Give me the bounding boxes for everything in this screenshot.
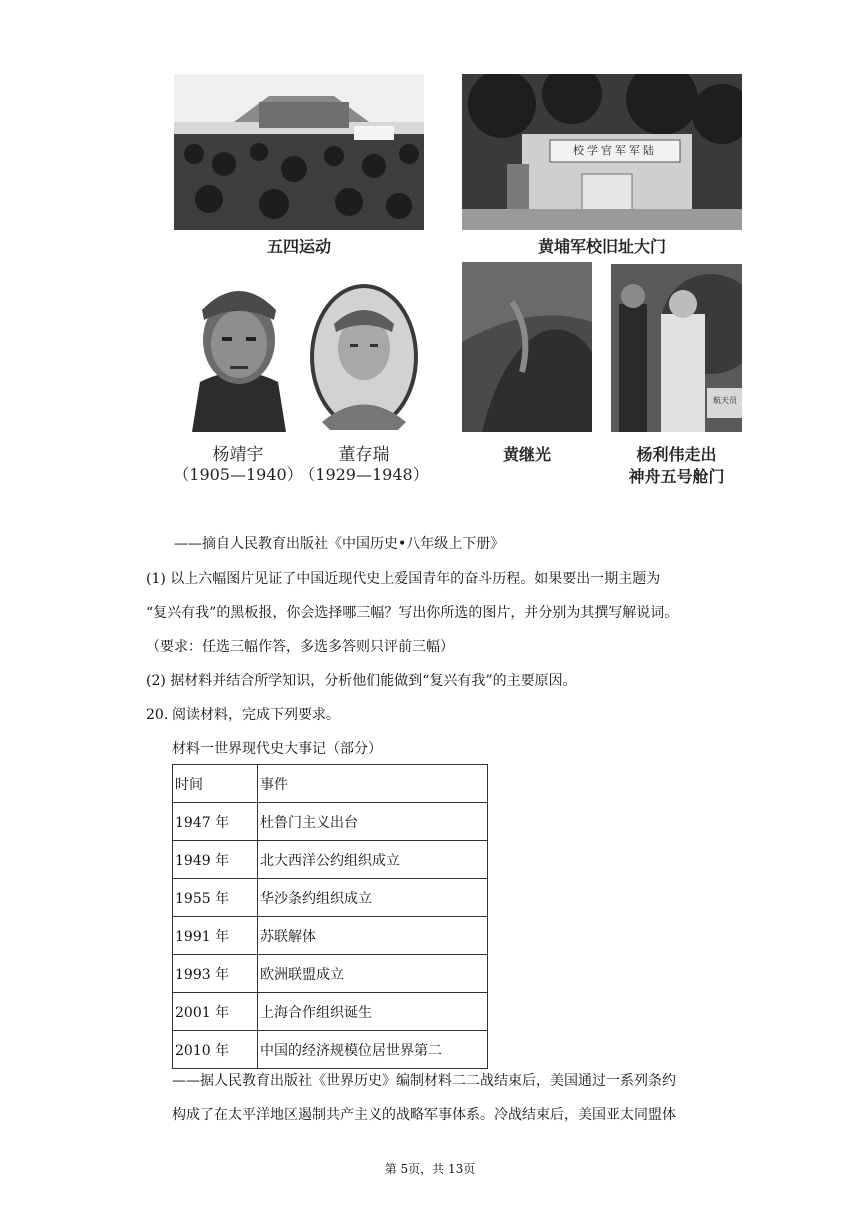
table-row — [173, 803, 488, 841]
portrait-years-dong-cunrui: （1929—1948） — [299, 465, 429, 484]
table-header-cell: 时间 — [173, 765, 258, 803]
table-cell-year: 1955 年 — [173, 879, 258, 917]
photo-caption-may-fourth: 五四运动 — [266, 237, 331, 256]
table-header-cell: 事件 — [258, 765, 488, 803]
portrait-caption-yang-jingyu: 杨靖宇 — [212, 445, 264, 465]
material-two-line2: 构成了在太平洋地区遏制共产主义的战略军事体系。冷战结束后，美国亚太同盟体 — [172, 1107, 676, 1123]
photo-caption-yang-liwei-line2: 神舟五号舱门 — [628, 467, 725, 486]
table-cell-year: 2010 年 — [173, 1031, 258, 1069]
table-cell-year: 2001 年 — [173, 993, 258, 1031]
table-row — [173, 841, 488, 879]
photo-yang-liwei — [611, 264, 742, 432]
photo-caption-yang-liwei-line1: 杨利伟走出 — [636, 445, 717, 464]
photo-may-fourth-movement — [174, 74, 424, 230]
question-20-number: 20. — [146, 707, 169, 723]
photo-caption-huang-jiguang: 黄继光 — [502, 445, 551, 464]
material-one-title: 材料一世界现代史大事记（部分） — [172, 741, 382, 757]
table-row — [173, 917, 488, 955]
table-cell-event: 杜鲁门主义出台 — [258, 803, 488, 841]
photo-caption-whampoa: 黄埔军校旧址大门 — [537, 237, 666, 256]
page-footer: 第 5页，共 13页 — [384, 1162, 476, 1176]
question-1-line1: (1) 以上六幅图片见证了中国近现代史上爱国青年的奋斗历程。如果要出一期主题为 — [146, 571, 661, 587]
question-1-line3: （要求：任选三幅作答，多选多答则只评前三幅） — [146, 639, 454, 655]
table-cell-event: 北大西洋公约组织成立 — [258, 841, 488, 879]
photo-huang-jiguang — [462, 262, 592, 432]
material-two-line1: ——据人民教育出版社《世界历史》编制材料二二战结束后，美国通过一系列条约 — [172, 1073, 676, 1089]
portrait-dong-cunrui — [308, 282, 420, 432]
whampoa-sign-text: 校学官军军陆 — [573, 144, 657, 157]
question-20-prompt: 阅读材料，完成下列要求。 — [172, 707, 340, 723]
table-cell-year: 1991 年 — [173, 917, 258, 955]
table-cell-event: 中国的经济规模位居世界第二 — [258, 1031, 488, 1069]
table-cell-event: 上海合作组织诞生 — [258, 993, 488, 1031]
table-cell-year: 1947 年 — [173, 803, 258, 841]
table-row — [173, 993, 488, 1031]
source-note: ——摘自人民教育出版社《中国历史•八年级上下册》 — [174, 536, 505, 552]
table-header-row — [173, 765, 488, 803]
table-cell-year: 1993 年 — [173, 955, 258, 993]
portrait-years-yang-jingyu: （1905—1940） — [173, 465, 303, 484]
table-cell-event: 欧洲联盟成立 — [258, 955, 488, 993]
portrait-yang-jingyu — [182, 262, 296, 432]
table-row — [173, 1031, 488, 1069]
spacecraft-sign-text: 航天员 — [713, 396, 737, 405]
events-table — [172, 764, 488, 1069]
table-cell-year: 1949 年 — [173, 841, 258, 879]
portrait-caption-dong-cunrui: 董存瑞 — [338, 445, 390, 465]
question-1-line2: “复兴有我”的黑板报，你会选择哪三幅？写出你所选的图片，并分别为其撰写解说词。 — [146, 605, 679, 621]
table-cell-event: 华沙条约组织成立 — [258, 879, 488, 917]
table-row — [173, 879, 488, 917]
question-2: (2) 据材料并结合所学知识，分析他们能做到“复兴有我”的主要原因。 — [146, 673, 577, 689]
photo-whampoa-gate — [462, 74, 742, 230]
table-row — [173, 955, 488, 993]
table-cell-event: 苏联解体 — [258, 917, 488, 955]
